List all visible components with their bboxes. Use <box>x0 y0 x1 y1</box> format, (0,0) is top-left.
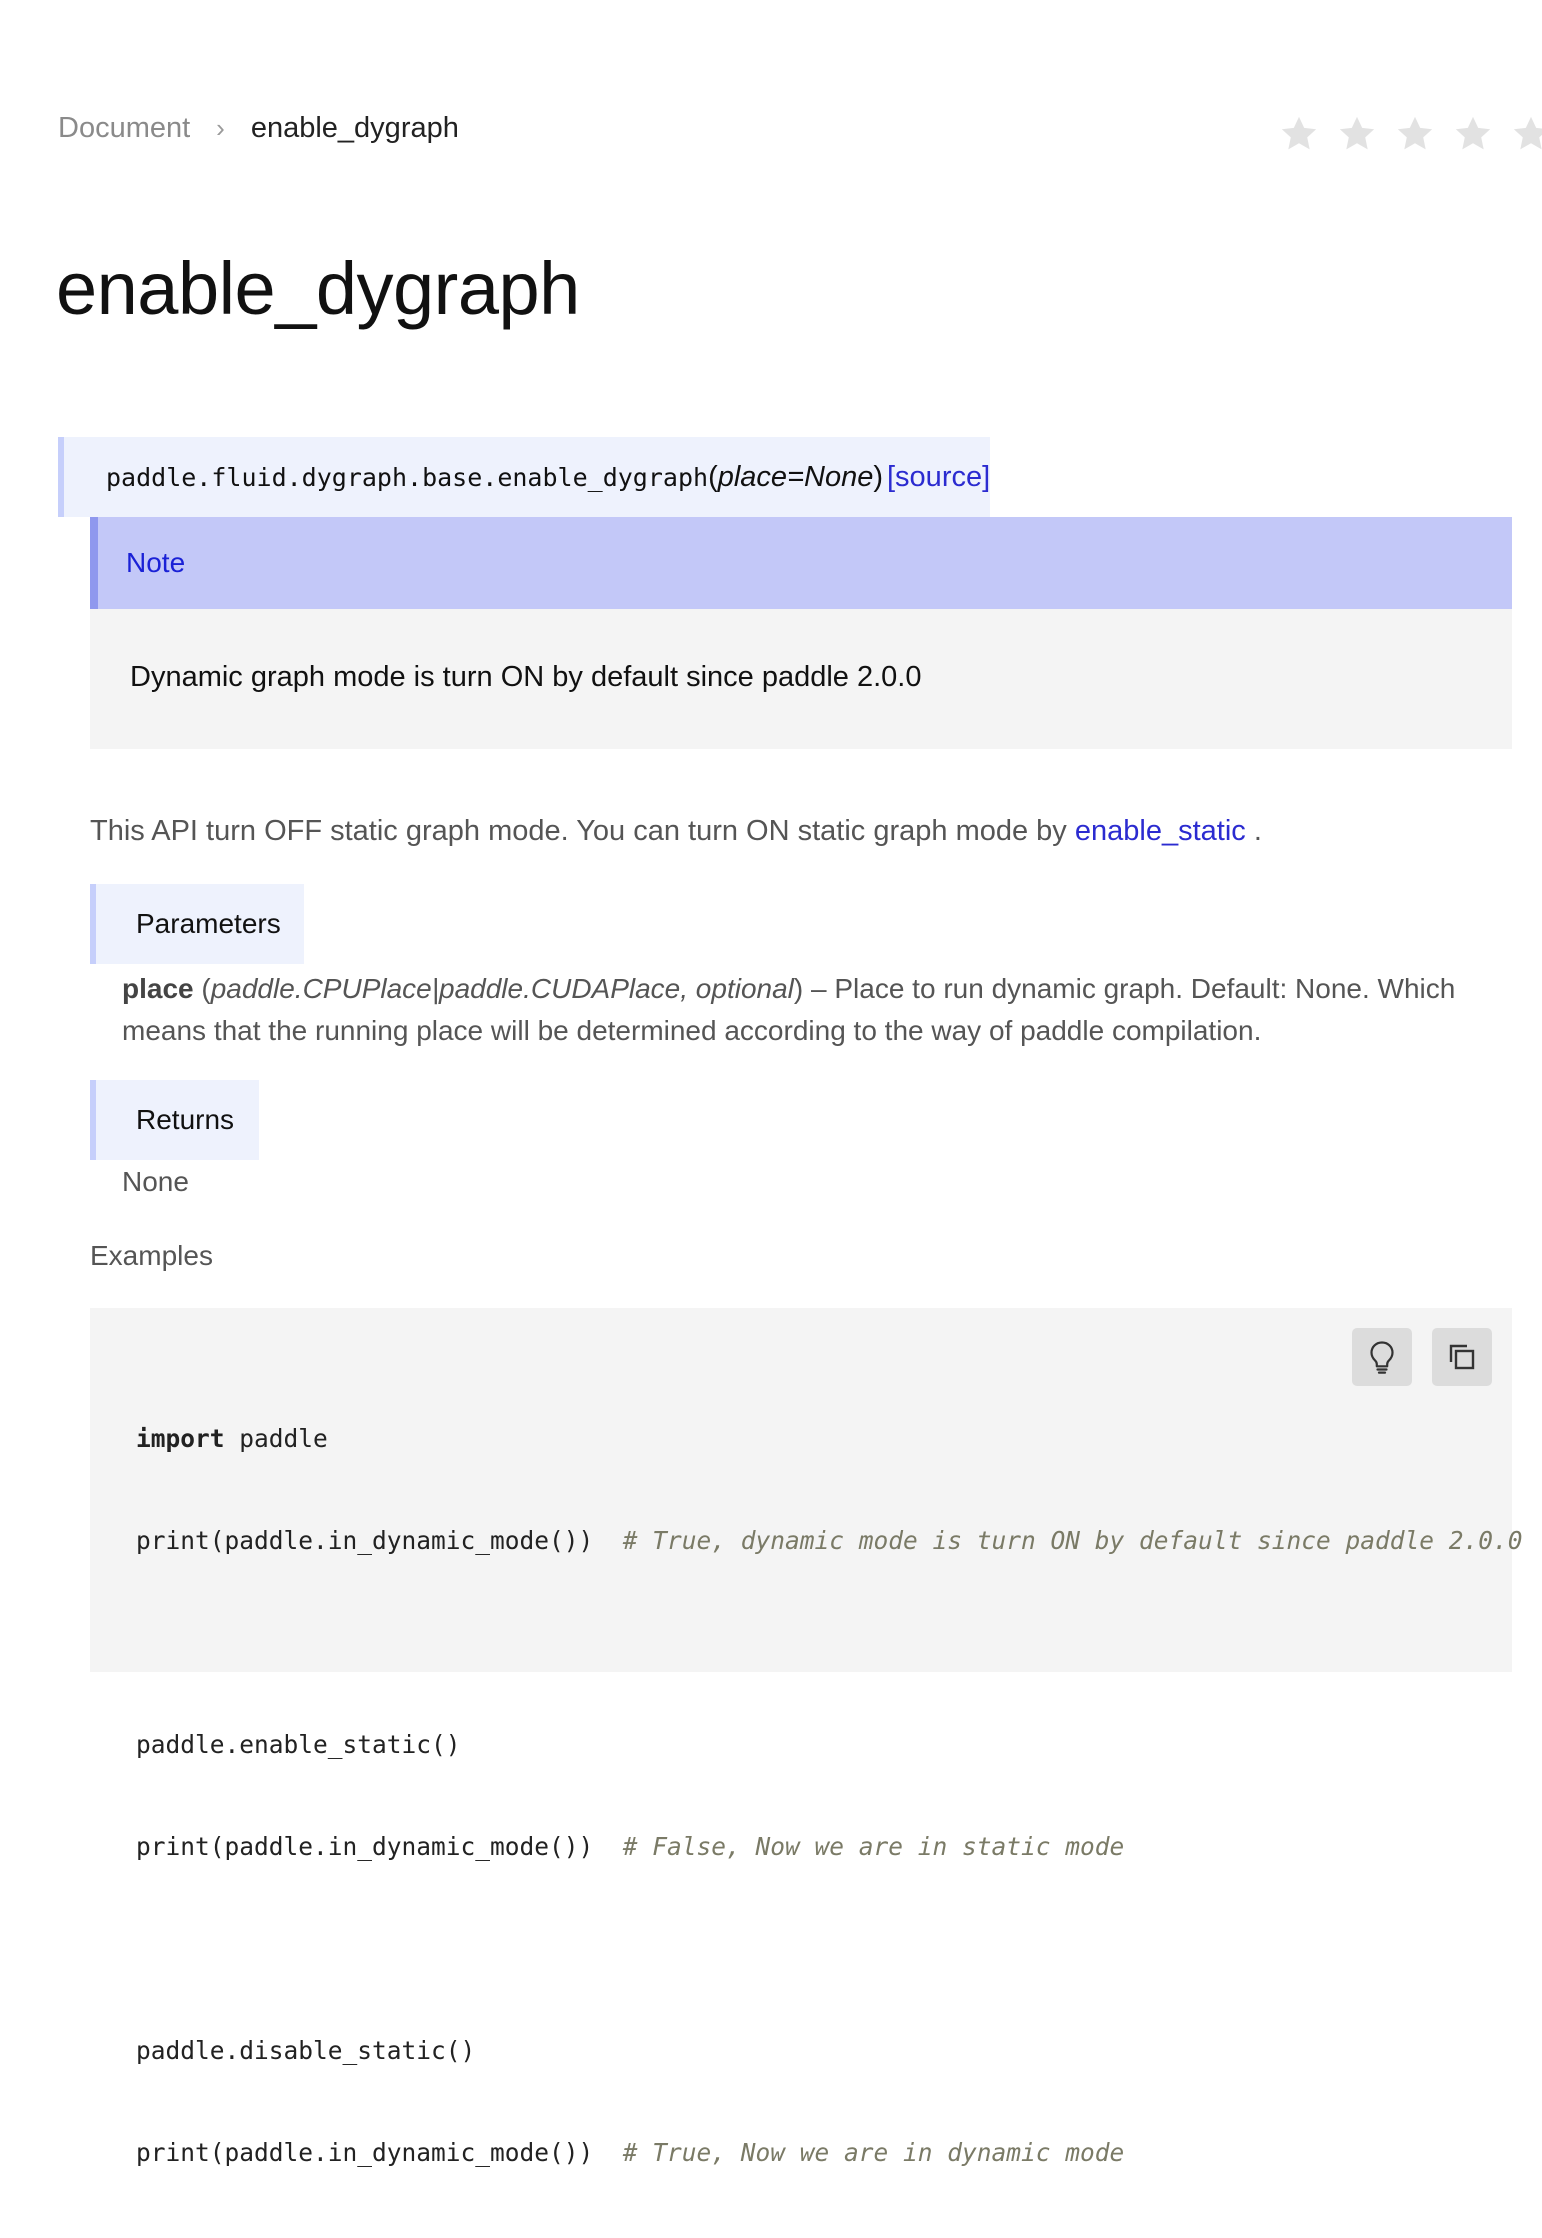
api-signature <box>58 437 990 517</box>
code-line <box>136 1422 1523 1456</box>
star-icon[interactable] <box>1336 113 1378 155</box>
note-body: Dynamic graph mode is turn ON by default since paddle 2.0.0 <box>130 661 922 693</box>
code-blank-line <box>136 1626 1523 1660</box>
code-line <box>136 1524 1523 1558</box>
page-title: enable_dygraph <box>56 247 580 330</box>
breadcrumb <box>58 112 459 145</box>
code-comment: # True, dynamic mode is turn ON by default since paddle 2.0.0 <box>622 1526 1523 1555</box>
code-line <box>136 2034 1523 2068</box>
code-line <box>136 2136 1523 2170</box>
param-type: paddle.CPUPlace|paddle.CUDAPlace, optional <box>210 973 794 1004</box>
examples-label: Examples <box>90 1240 213 1271</box>
parameters-label: Parameters <box>90 884 304 964</box>
note-title: Note <box>90 517 1512 609</box>
star-icon[interactable] <box>1452 113 1494 155</box>
source-link[interactable]: [source] <box>887 460 991 493</box>
returns-label: Returns <box>90 1080 259 1160</box>
lightbulb-icon <box>1367 1340 1397 1374</box>
signature-param: place=None <box>717 460 874 493</box>
param-name: place <box>122 973 194 1004</box>
code-text: paddle <box>224 1424 328 1453</box>
code-comment: # False, Now we are in static mode <box>622 1832 1125 1861</box>
description-suffix: . <box>1245 815 1262 847</box>
copy-icon <box>1447 1342 1477 1372</box>
code-line <box>136 1830 1523 1864</box>
code-blank-line <box>136 1932 1523 1966</box>
code-content[interactable] <box>136 1354 1523 2238</box>
code-text: print(paddle.in_dynamic_mode()) <box>136 1832 623 1861</box>
code-comment: # True, Now we are in dynamic mode <box>622 2138 1125 2167</box>
chevron-right-icon: › <box>216 113 225 143</box>
copy-code-button[interactable] <box>1432 1328 1492 1386</box>
description-text: This API turn OFF static graph mode. You can turn ON static graph mode by <box>90 815 1075 847</box>
parameter-place <box>122 968 1502 1052</box>
star-icon[interactable] <box>1394 113 1436 155</box>
code-line <box>136 1728 1523 1762</box>
run-code-button[interactable] <box>1352 1328 1412 1386</box>
signature-path: paddle.fluid.dygraph.base.enable_dygraph <box>106 462 709 492</box>
param-description: – Place to run dynamic graph. Default: None. Which means that the running place will be determined according to the way of paddle compilation. <box>122 973 1456 1046</box>
enable-static-link[interactable]: enable_static <box>1074 815 1246 847</box>
star-icon[interactable] <box>1278 113 1320 155</box>
breadcrumb-document-link[interactable]: Document <box>58 112 191 144</box>
returns-value: None <box>122 1166 189 1197</box>
code-text: print(paddle.in_dynamic_mode()) <box>136 1526 623 1555</box>
signature-open-paren: ( <box>708 460 718 493</box>
code-example <box>90 1308 1523 2167</box>
param-type-open: ( <box>193 973 211 1004</box>
note-admonition <box>90 517 1512 749</box>
code-text: paddle.disable_static() <box>136 2036 476 2065</box>
code-keyword: import <box>136 1424 225 1453</box>
rating-stars <box>1278 113 1542 155</box>
code-text: print(paddle.in_dynamic_mode()) <box>136 2138 623 2167</box>
param-type-close: ) <box>793 973 804 1004</box>
star-icon[interactable] <box>1510 113 1542 155</box>
signature-close-paren: ) <box>873 460 883 493</box>
api-description <box>90 815 1262 848</box>
breadcrumb-current: enable_dygraph <box>250 112 459 144</box>
code-text: paddle.enable_static() <box>136 1730 461 1759</box>
